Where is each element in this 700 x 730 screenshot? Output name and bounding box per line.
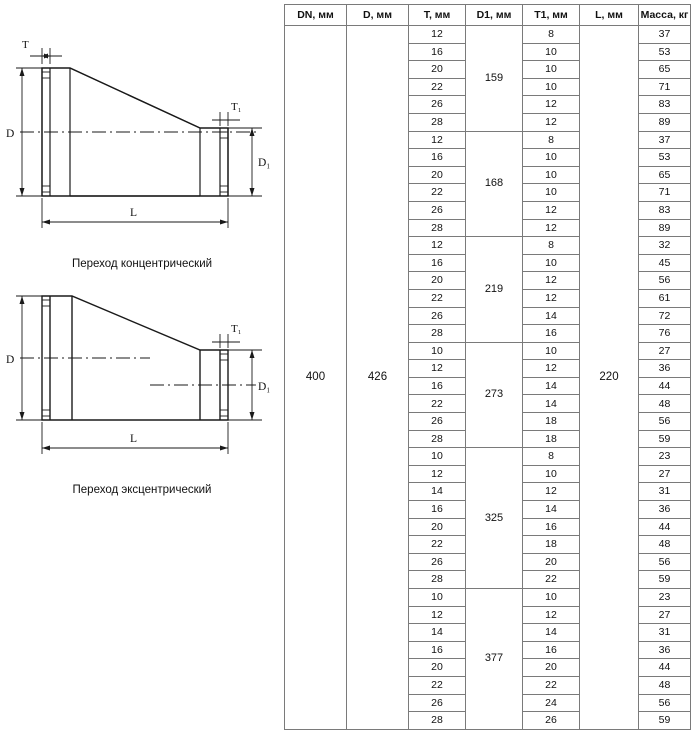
cell-t1: 12 <box>523 289 580 307</box>
cell-t1: 12 <box>523 113 580 131</box>
cell-t: 16 <box>409 254 466 272</box>
cell-mass: 31 <box>639 483 691 501</box>
cell-mass: 37 <box>639 26 691 44</box>
label-L-eccentric: L <box>130 433 138 445</box>
cell-l: 220 <box>580 26 639 730</box>
cell-mass: 36 <box>639 641 691 659</box>
cell-t: 28 <box>409 712 466 730</box>
cell-t: 12 <box>409 465 466 483</box>
header-d1: D1, мм <box>466 5 523 26</box>
cell-t: 12 <box>409 360 466 378</box>
cell-mass: 44 <box>639 659 691 677</box>
drawings-panel <box>0 0 284 524</box>
cell-t: 10 <box>409 448 466 466</box>
cell-mass: 44 <box>639 518 691 536</box>
cell-t: 10 <box>409 589 466 607</box>
spec-table-panel <box>284 4 696 727</box>
cell-mass: 65 <box>639 61 691 79</box>
cell-mass: 71 <box>639 184 691 202</box>
cell-t1: 18 <box>523 413 580 431</box>
cell-mass: 56 <box>639 553 691 571</box>
cell-t1: 16 <box>523 641 580 659</box>
cell-t: 12 <box>409 131 466 149</box>
cell-mass: 27 <box>639 342 691 360</box>
cell-t1: 26 <box>523 712 580 730</box>
cell-t1: 24 <box>523 694 580 712</box>
cell-d1: 168 <box>466 131 523 237</box>
cell-t: 12 <box>409 26 466 44</box>
cell-t: 16 <box>409 377 466 395</box>
cell-t: 20 <box>409 518 466 536</box>
cell-t1: 10 <box>523 43 580 61</box>
cell-d1: 325 <box>466 448 523 589</box>
cell-mass: 83 <box>639 96 691 114</box>
cell-mass: 45 <box>639 254 691 272</box>
label-D: D <box>6 128 15 140</box>
label-T1: T₁ <box>231 101 242 113</box>
cell-mass: 59 <box>639 712 691 730</box>
cell-mass: 83 <box>639 201 691 219</box>
cell-t: 28 <box>409 113 466 131</box>
table-header <box>285 5 691 26</box>
cell-mass: 56 <box>639 413 691 431</box>
cell-t1: 8 <box>523 448 580 466</box>
label-L: L <box>130 207 138 219</box>
cell-mass: 27 <box>639 465 691 483</box>
cell-t: 28 <box>409 430 466 448</box>
cell-t: 16 <box>409 501 466 519</box>
cell-t1: 22 <box>523 571 580 589</box>
cell-t: 26 <box>409 413 466 431</box>
spec-table <box>284 4 691 730</box>
cell-t1: 20 <box>523 553 580 571</box>
cell-mass: 59 <box>639 430 691 448</box>
cell-t1: 12 <box>523 483 580 501</box>
header-d: D, мм <box>347 5 409 26</box>
cell-t: 28 <box>409 219 466 237</box>
cell-mass: 48 <box>639 676 691 694</box>
table-body <box>285 26 691 730</box>
cell-t1: 10 <box>523 149 580 167</box>
cell-t1: 12 <box>523 201 580 219</box>
cell-mass: 32 <box>639 237 691 255</box>
eccentric-reducer-drawing <box>0 280 284 515</box>
cell-d1: 377 <box>466 589 523 730</box>
cell-mass: 89 <box>639 219 691 237</box>
cell-mass: 23 <box>639 589 691 607</box>
cell-d1: 219 <box>466 237 523 343</box>
cell-mass: 31 <box>639 624 691 642</box>
cell-t: 16 <box>409 43 466 61</box>
cell-t1: 14 <box>523 377 580 395</box>
header-dn: DN, мм <box>285 5 347 26</box>
cell-t1: 12 <box>523 219 580 237</box>
label-T1-eccentric: T₁ <box>231 323 242 335</box>
cell-t: 20 <box>409 272 466 290</box>
cell-mass: 89 <box>639 113 691 131</box>
cell-t1: 18 <box>523 536 580 554</box>
cell-mass: 36 <box>639 501 691 519</box>
cell-t1: 10 <box>523 78 580 96</box>
cell-mass: 56 <box>639 272 691 290</box>
cell-t: 26 <box>409 201 466 219</box>
cell-t: 14 <box>409 624 466 642</box>
cell-t: 22 <box>409 184 466 202</box>
cell-t: 26 <box>409 307 466 325</box>
cell-t1: 10 <box>523 166 580 184</box>
caption-concentric: Переход концентрический <box>71 258 213 270</box>
cell-t1: 12 <box>523 606 580 624</box>
cell-mass: 23 <box>639 448 691 466</box>
cell-t: 26 <box>409 96 466 114</box>
cell-t: 22 <box>409 289 466 307</box>
cell-mass: 48 <box>639 395 691 413</box>
cell-mass: 48 <box>639 536 691 554</box>
cell-t: 28 <box>409 325 466 343</box>
cell-t: 12 <box>409 237 466 255</box>
cell-t: 20 <box>409 61 466 79</box>
cell-t: 22 <box>409 676 466 694</box>
table-header-row <box>285 5 691 26</box>
cell-t: 12 <box>409 606 466 624</box>
cell-t1: 8 <box>523 131 580 149</box>
cell-t1: 14 <box>523 501 580 519</box>
cell-t1: 22 <box>523 676 580 694</box>
cell-mass: 37 <box>639 131 691 149</box>
cell-t: 22 <box>409 78 466 96</box>
cell-t: 20 <box>409 166 466 184</box>
cell-t1: 12 <box>523 96 580 114</box>
cell-t1: 14 <box>523 624 580 642</box>
cell-mass: 76 <box>639 325 691 343</box>
cell-t: 16 <box>409 641 466 659</box>
cell-t: 26 <box>409 694 466 712</box>
cell-t1: 16 <box>523 518 580 536</box>
header-l: L, мм <box>580 5 639 26</box>
cell-t1: 18 <box>523 430 580 448</box>
cell-t: 26 <box>409 553 466 571</box>
label-D1: D₁ <box>258 157 271 169</box>
cell-t: 28 <box>409 571 466 589</box>
cell-t: 16 <box>409 149 466 167</box>
cell-t1: 12 <box>523 360 580 378</box>
cell-t: 20 <box>409 659 466 677</box>
cell-d1: 159 <box>466 26 523 132</box>
cell-t: 22 <box>409 395 466 413</box>
cell-t1: 16 <box>523 325 580 343</box>
cell-mass: 44 <box>639 377 691 395</box>
cell-mass: 53 <box>639 149 691 167</box>
header-t: T, мм <box>409 5 466 26</box>
cell-t1: 14 <box>523 307 580 325</box>
cell-t1: 14 <box>523 395 580 413</box>
cell-t1: 10 <box>523 589 580 607</box>
cell-mass: 71 <box>639 78 691 96</box>
caption-eccentric: Переход эксцентрический <box>72 484 212 496</box>
concentric-reducer-drawing <box>0 0 284 267</box>
cell-t1: 8 <box>523 237 580 255</box>
cell-d: 426 <box>347 26 409 730</box>
cell-mass: 53 <box>639 43 691 61</box>
header-t1: T1, мм <box>523 5 580 26</box>
cell-t1: 10 <box>523 61 580 79</box>
cell-t1: 10 <box>523 465 580 483</box>
cell-t1: 20 <box>523 659 580 677</box>
cell-t: 22 <box>409 536 466 554</box>
cell-t1: 10 <box>523 254 580 272</box>
cell-mass: 65 <box>639 166 691 184</box>
label-D-eccentric: D <box>6 354 15 366</box>
cell-t1: 12 <box>523 272 580 290</box>
cell-mass: 36 <box>639 360 691 378</box>
cell-t: 10 <box>409 342 466 360</box>
header-mass: Масса, кг <box>639 5 691 26</box>
label-D1-eccentric: D₁ <box>258 381 271 393</box>
cell-t1: 10 <box>523 342 580 360</box>
cell-dn: 400 <box>285 26 347 730</box>
label-T: T <box>22 39 29 51</box>
cell-mass: 59 <box>639 571 691 589</box>
cell-t1: 10 <box>523 184 580 202</box>
cell-d1: 273 <box>466 342 523 448</box>
cell-mass: 72 <box>639 307 691 325</box>
cell-mass: 56 <box>639 694 691 712</box>
table-row <box>285 26 691 44</box>
cell-t1: 8 <box>523 26 580 44</box>
cell-mass: 61 <box>639 289 691 307</box>
cell-t: 14 <box>409 483 466 501</box>
cell-mass: 27 <box>639 606 691 624</box>
